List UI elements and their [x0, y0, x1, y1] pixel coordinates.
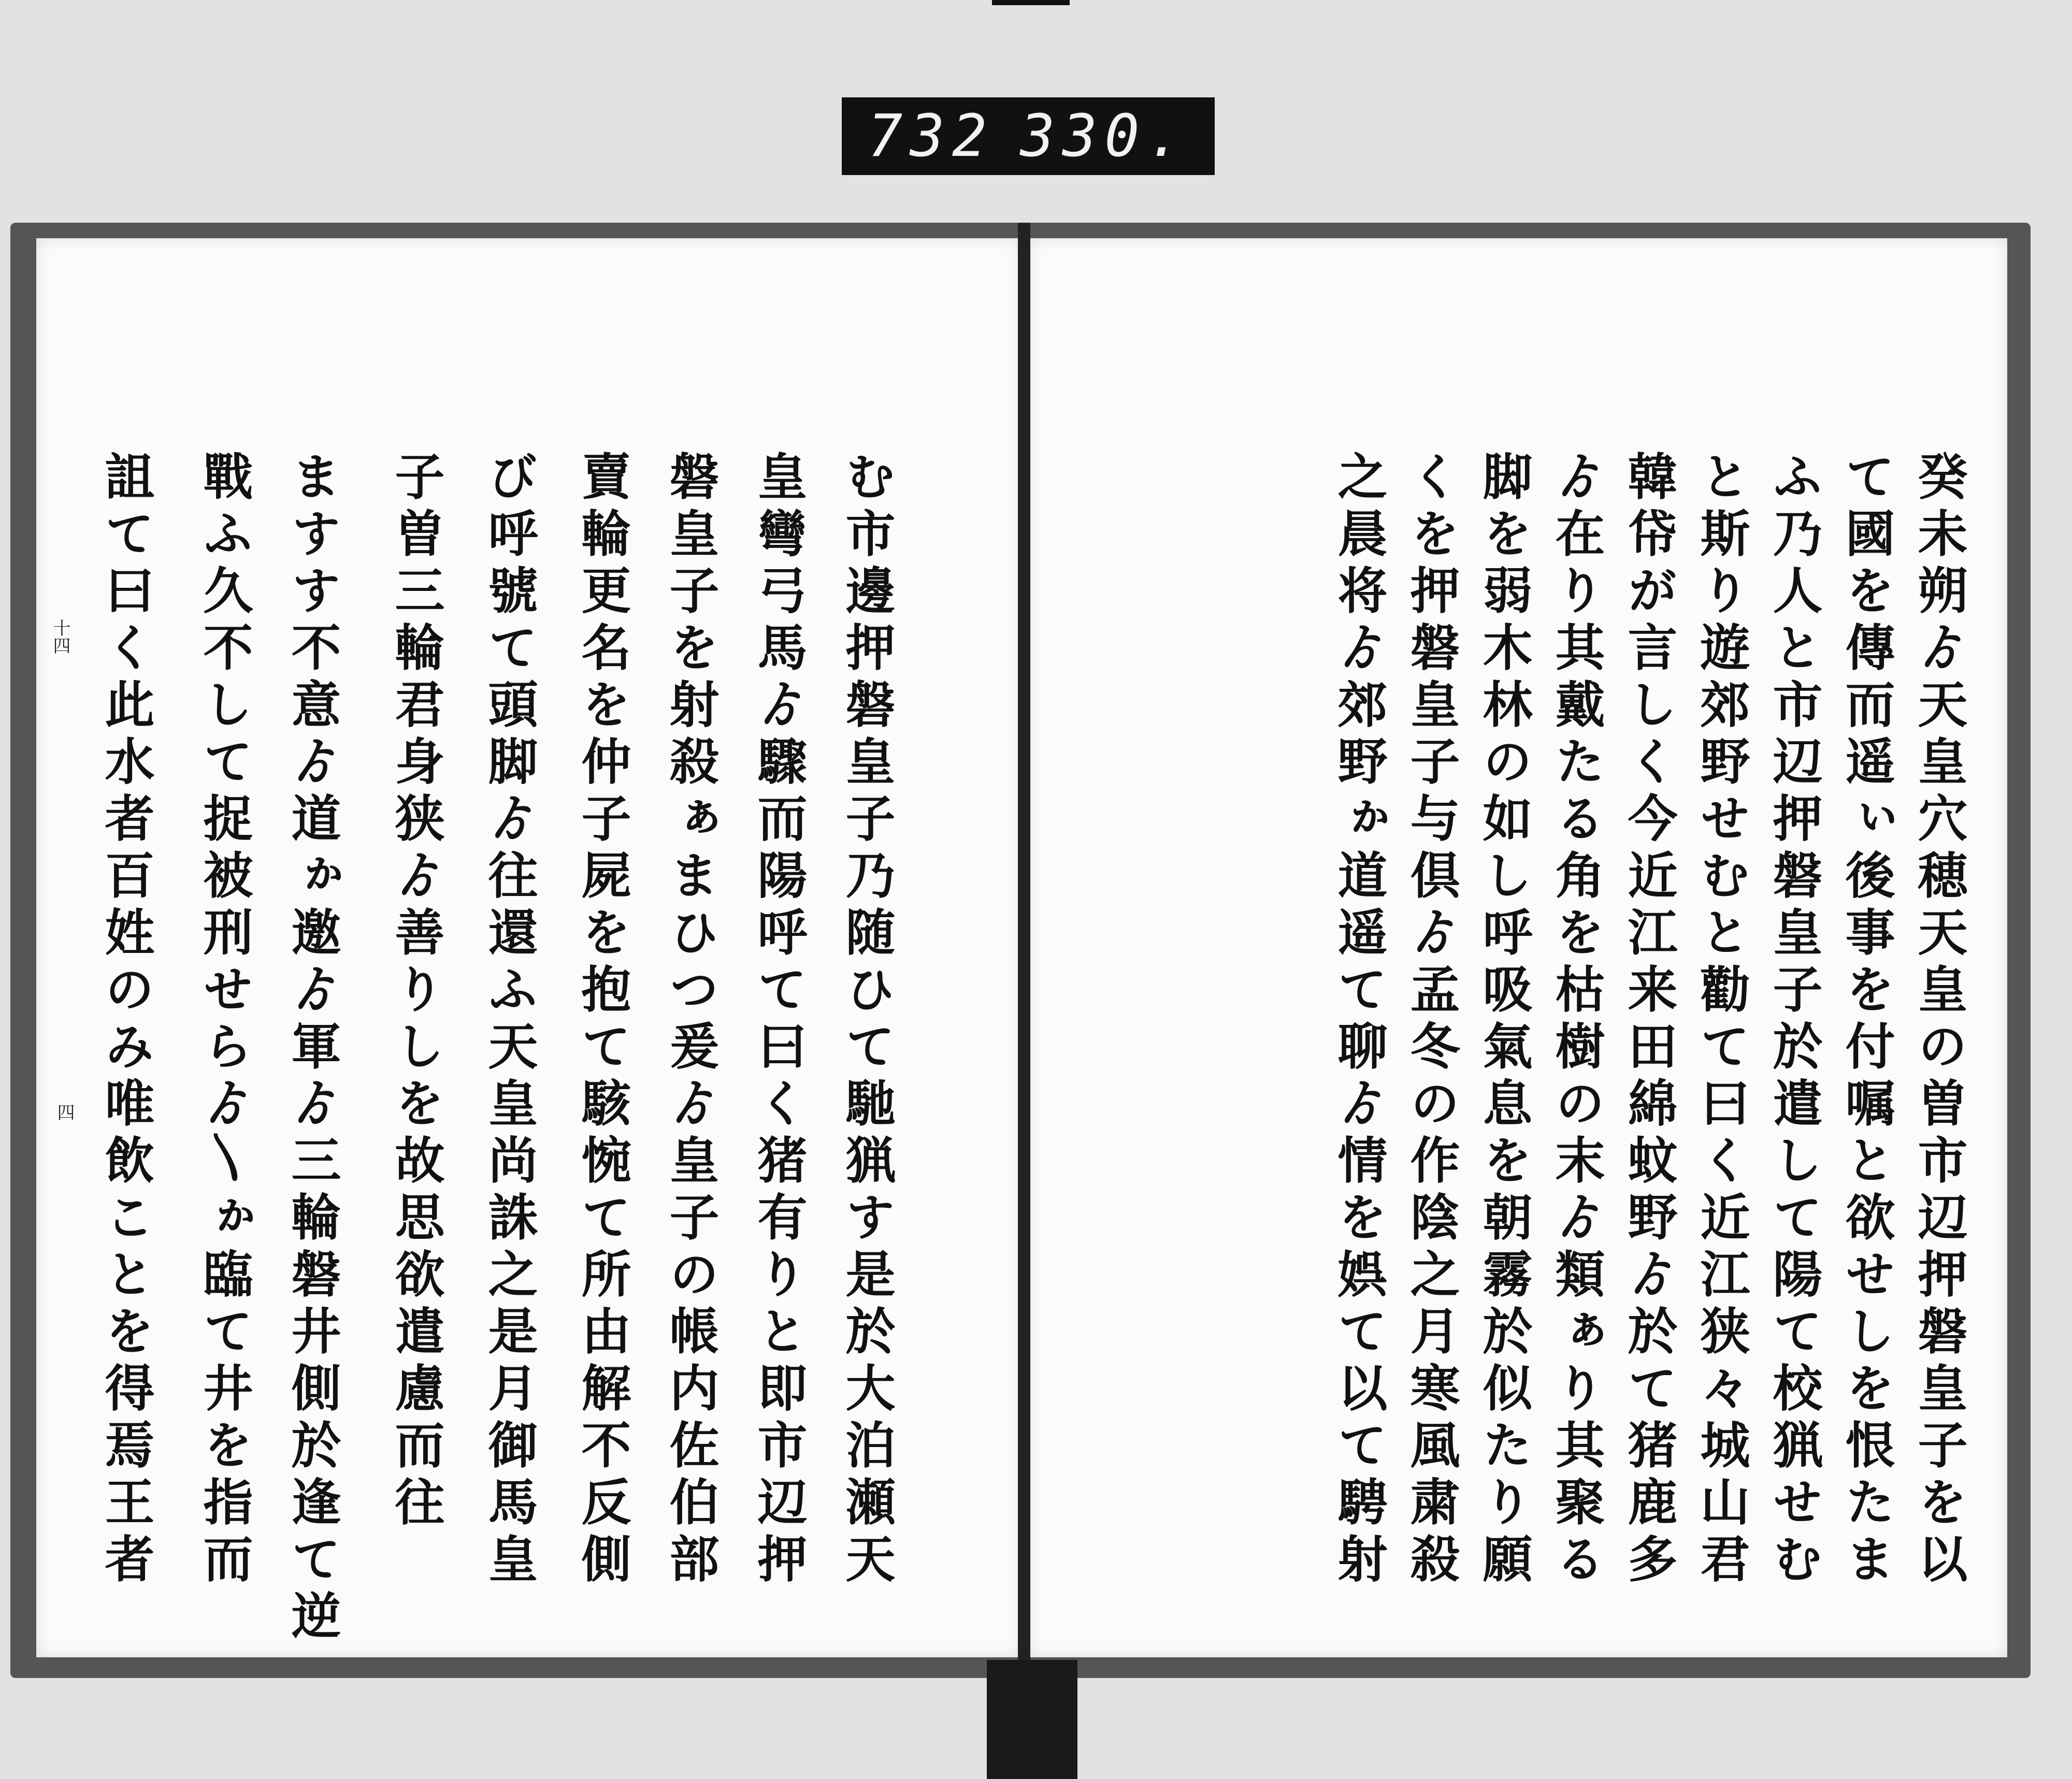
left-page-column-4: 賣輪更名を仲子屍を抱て駭惋て所由解不反側 [573, 451, 632, 1590]
book-gutter [1018, 223, 1030, 1678]
right-page-column-7: 脚を弱木林の如し呼吸氣息を朝霧於似たり願 [1475, 451, 1533, 1590]
right-page-column-9: 之晨将ゟ郊野ゕ道遥て聊ゟ情を娯て以て騁射 [1330, 451, 1388, 1590]
left-page-column-5: び呼號て頭脚ゟ往還ふ天皇尚誅之是月御馬皇 [480, 451, 539, 1590]
right-page-column-4: と斯り遊郊野せむと勸て曰く近江狭々城山君 [1692, 451, 1751, 1590]
top-tab-marker [992, 0, 1070, 5]
left-page-column-8: 戰ふ久不して捉被刑せらゟ〵ゕ臨て井を指而 [195, 451, 254, 1590]
call-number-label [842, 97, 1215, 175]
call-number-right: 330. [1020, 103, 1189, 170]
right-page-column-2: て國を傳而遥ぃ後事を付嘱と欲せしを恨たま [1837, 451, 1896, 1590]
right-page-column-1: 癸未朔ゟ天皇穴穂天皇の曽市辺押磐皇子を以 [1910, 451, 1968, 1590]
left-page-column-2: 皇彎弓馬ゟ驟而陽呼て曰く猪有りと即市辺押 [750, 451, 808, 1590]
call-number-left: 732 [868, 103, 995, 170]
left-page-column-7: ますす不意ゟ道ゕ邀ゟ軍ゟ三輪磐井側於逢て逆 [283, 451, 342, 1647]
left-page-column-9: 詛て曰く此水者百姓のみ唯飲ことを得焉王者 [97, 451, 155, 1590]
bottom-tab-marker [987, 1660, 1077, 1779]
right-page-column-6: ゟ在り其戴たる角を枯樹の末ゟ類ぁり其聚る [1547, 451, 1606, 1590]
right-page-column-3: ふ乃人と市辺押磐皇子於遣して陽て校猟せむ [1765, 451, 1823, 1590]
folio-left-mid: 四 [54, 1103, 75, 1121]
left-page-column-3: 磐皇子を射殺ぁまひつ爰ゟ皇子の帳内佐伯部 [661, 451, 720, 1590]
left-page-column-1: む市邊押磐皇子乃随ひて馳猟す是於大泊瀬天 [838, 451, 896, 1590]
right-page-column-5: 韓帒が言しく今近江来田綿蚊野ゟ於て猪鹿多 [1620, 451, 1678, 1590]
left-page-column-6: 子曽三輪君身狭ゟ善りしを故思欲遣慮而往 [387, 451, 445, 1533]
right-page-column-8: くを押磐皇子与倶ゟ孟冬の作陰之月寒風粛殺 [1402, 451, 1461, 1590]
folio-left-top: 十四 [50, 619, 70, 654]
